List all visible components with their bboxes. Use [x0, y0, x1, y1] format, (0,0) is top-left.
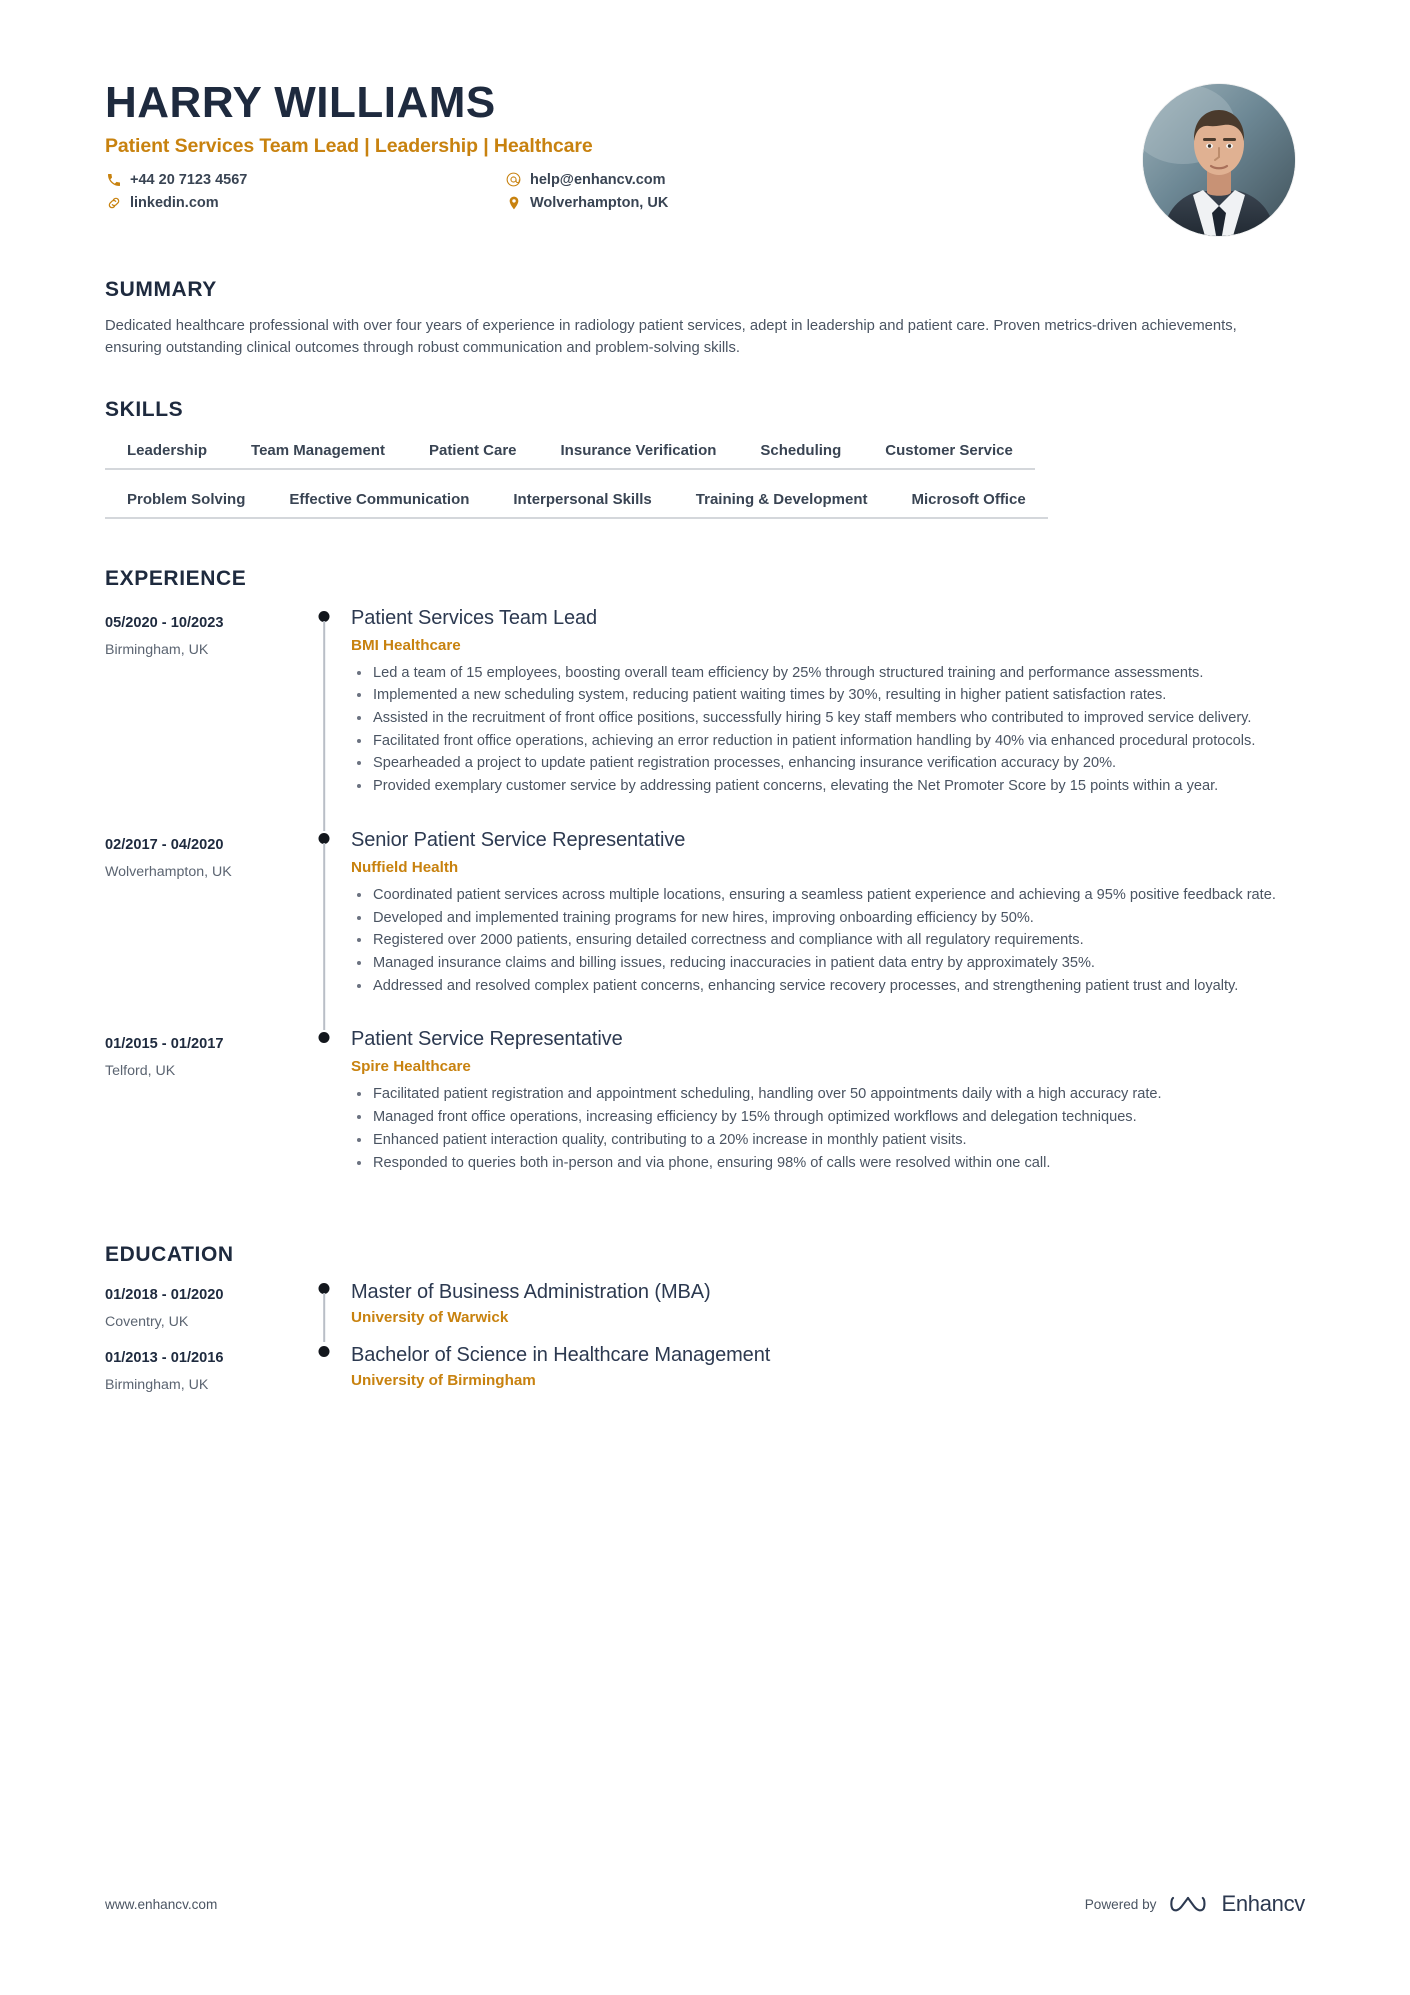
education-location: Coventry, UK — [105, 1314, 189, 1331]
timeline-rail — [297, 1344, 351, 1407]
list-item: Provided exemplary customer service by addressing patient concerns, elevating the Net Promoter Score by 15 points within a year. — [351, 776, 1305, 797]
experience-bullets — [351, 663, 1305, 797]
contact-linkedin[interactable] — [105, 194, 505, 211]
skill-tag: Insurance Verification — [539, 442, 739, 470]
timeline-dot-icon — [319, 1032, 330, 1043]
summary-section — [105, 278, 1305, 360]
location-icon — [505, 194, 522, 211]
experience-job-title: Patient Service Representative — [351, 1028, 623, 1051]
list-item: Managed insurance claims and billing issues, reducing inaccuracies in patient data entry by approximately 35%. — [351, 953, 1305, 974]
education-date: 01/2013 - 01/2016 — [105, 1350, 224, 1367]
experience-job-title: Patient Services Team Lead — [351, 606, 598, 629]
list-item: Managed front office operations, increasing efficiency by 15% through optimized workflows and delegation techniques. — [351, 1107, 1305, 1128]
summary-text: Dedicated healthcare professional with over four years of experience in radiology patient services, adept in leadership and patient care. Proven metrics-driven achievements, ensuring outstanding clinical outcomes through robust communication and problem-solving skills. — [105, 318, 1237, 356]
enhancv-mark-icon — [1169, 1891, 1213, 1917]
contact-phone[interactable] — [105, 171, 505, 188]
contact-phone-text: +44 20 7123 4567 — [130, 171, 248, 188]
experience-date: 02/2017 - 04/2020 — [105, 836, 224, 853]
experience-entry-meta — [105, 1026, 297, 1203]
list-item: Spearheaded a project to update patient registration processes, enhancing insurance verification accuracy by 20%. — [351, 753, 1305, 774]
experience-date: 01/2015 - 01/2017 — [105, 1036, 224, 1053]
education-institution: University of Warwick — [351, 1309, 509, 1327]
skill-tag: Team Management — [229, 442, 407, 470]
contact-linkedin-text: linkedin.com — [130, 194, 219, 211]
footer-brand-block — [1085, 1891, 1305, 1917]
skills-section — [105, 398, 1305, 519]
experience-bullets — [351, 885, 1305, 997]
list-item: Led a team of 15 employees, boosting overall team efficiency by 25% through structured training and performance assessments. — [351, 663, 1305, 684]
timeline-rail — [297, 605, 351, 827]
footer-website[interactable]: www.enhancv.com — [105, 1896, 218, 1912]
experience-location: Telford, UK — [105, 1063, 176, 1080]
powered-by-label: Powered by — [1084, 1896, 1157, 1912]
skill-tag: Training & Development — [674, 491, 890, 519]
list-item: Facilitated front office operations, achieving an error reduction in patient information handling by 40% via enhanced procedural protocols. — [351, 731, 1305, 752]
experience-entry-meta — [105, 605, 297, 827]
education-entry — [105, 1344, 1305, 1407]
experience-heading: EXPERIENCE — [105, 566, 247, 590]
experience-entry — [105, 605, 1305, 827]
skill-tag: Problem Solving — [105, 491, 267, 519]
experience-date: 05/2020 - 10/2023 — [105, 614, 224, 631]
avatar-illustration — [1143, 84, 1295, 236]
timeline-dot-icon — [319, 1346, 330, 1357]
skill-tag: Effective Communication — [267, 491, 491, 519]
education-degree: Bachelor of Science in Healthcare Management — [351, 1344, 771, 1367]
education-degree: Master of Business Administration (MBA) — [351, 1281, 711, 1304]
contact-email[interactable] — [505, 171, 668, 188]
list-item: Registered over 2000 patients, ensuring detailed correctness and compliance with all regulatory requirements. — [351, 930, 1305, 951]
list-item: Responded to queries both in-person and via phone, ensuring 98% of calls were resolved within one call. — [351, 1153, 1305, 1174]
experience-location: Wolverhampton, UK — [105, 863, 232, 880]
timeline-rail — [297, 827, 351, 1027]
skill-tag: Leadership — [105, 442, 229, 470]
experience-company: Nuffield Health — [351, 858, 459, 876]
experience-entry — [105, 1026, 1305, 1203]
list-item: Addressed and resolved complex patient concerns, enhancing service recovery processes, and strengthening patient trust and loyalty. — [351, 976, 1305, 997]
skill-tag: Microsoft Office — [889, 491, 1047, 519]
education-institution: University of Birmingham — [351, 1372, 536, 1390]
education-section — [105, 1243, 1305, 1407]
email-icon — [505, 171, 522, 188]
phone-icon — [105, 171, 122, 188]
contact-location — [505, 194, 668, 211]
timeline-rail — [297, 1281, 351, 1344]
experience-entry-meta — [105, 827, 297, 1027]
link-icon — [105, 194, 122, 211]
skills-rows — [105, 442, 1305, 519]
experience-section — [105, 567, 1305, 1204]
skill-row — [105, 442, 1305, 470]
enhancv-logo — [1169, 1891, 1305, 1917]
education-entry — [105, 1281, 1305, 1344]
resume-header — [105, 0, 1305, 236]
education-date: 01/2018 - 01/2020 — [105, 1287, 224, 1304]
list-item: Developed and implemented training programs for new hires, improving onboarding efficiency by 50%. — [351, 908, 1305, 929]
enhancv-brand-name: Enhancv — [1221, 1891, 1305, 1916]
timeline-line — [323, 1293, 325, 1342]
skills-heading: SKILLS — [105, 397, 184, 421]
experience-company: Spire Healthcare — [351, 1058, 471, 1076]
skill-row — [105, 491, 1305, 519]
experience-bullets — [351, 1084, 1305, 1173]
education-entry-meta — [105, 1281, 297, 1344]
avatar — [1143, 84, 1295, 236]
timeline-line — [323, 621, 325, 831]
timeline-rail — [297, 1026, 351, 1203]
list-item: Assisted in the recruitment of front office positions, successfully hiring 5 key staff members who contributed to improved service delivery. — [351, 708, 1305, 729]
contact-email-text: help@enhancv.com — [530, 171, 666, 188]
skill-tag: Scheduling — [738, 442, 863, 470]
experience-job-title: Senior Patient Service Representative — [351, 828, 686, 851]
experience-entry-body — [351, 605, 1305, 827]
professional-headline: Patient Services Team Lead | Leadership | Healthcare — [105, 135, 593, 158]
education-heading: EDUCATION — [105, 1243, 234, 1267]
timeline-line — [323, 843, 325, 1031]
page-title: HARRY WILLIAMS — [105, 78, 496, 127]
experience-location: Birmingham, UK — [105, 641, 209, 658]
list-item: Facilitated patient registration and appointment scheduling, handling over 50 appointments daily with a high accuracy rate. — [351, 1084, 1305, 1105]
education-entry-body — [351, 1344, 1305, 1407]
summary-heading: SUMMARY — [105, 278, 217, 301]
contact-grid — [105, 171, 668, 211]
contact-location-text: Wolverhampton, UK — [530, 194, 669, 211]
skill-tag: Customer Service — [863, 442, 1035, 470]
list-item: Enhanced patient interaction quality, contributing to a 20% increase in monthly patient visits. — [351, 1130, 1305, 1151]
list-item: Implemented a new scheduling system, reducing patient waiting times by 30%, resulting in higher patient satisfaction rates. — [351, 685, 1305, 706]
experience-entry-body — [351, 827, 1305, 1027]
education-entry-body — [351, 1281, 1305, 1344]
education-location: Birmingham, UK — [105, 1377, 209, 1394]
page-footer — [105, 1891, 1305, 1917]
skill-tag: Patient Care — [407, 442, 539, 470]
experience-entry-body — [351, 1026, 1305, 1203]
education-entry-meta — [105, 1344, 297, 1407]
header-text-block — [105, 78, 668, 211]
experience-entry — [105, 827, 1305, 1027]
list-item: Coordinated patient services across multiple locations, ensuring a seamless patient experience and achieving a 95% positive feedback rate. — [351, 885, 1305, 906]
skill-tag: Interpersonal Skills — [491, 491, 673, 519]
experience-company: BMI Healthcare — [351, 636, 461, 654]
